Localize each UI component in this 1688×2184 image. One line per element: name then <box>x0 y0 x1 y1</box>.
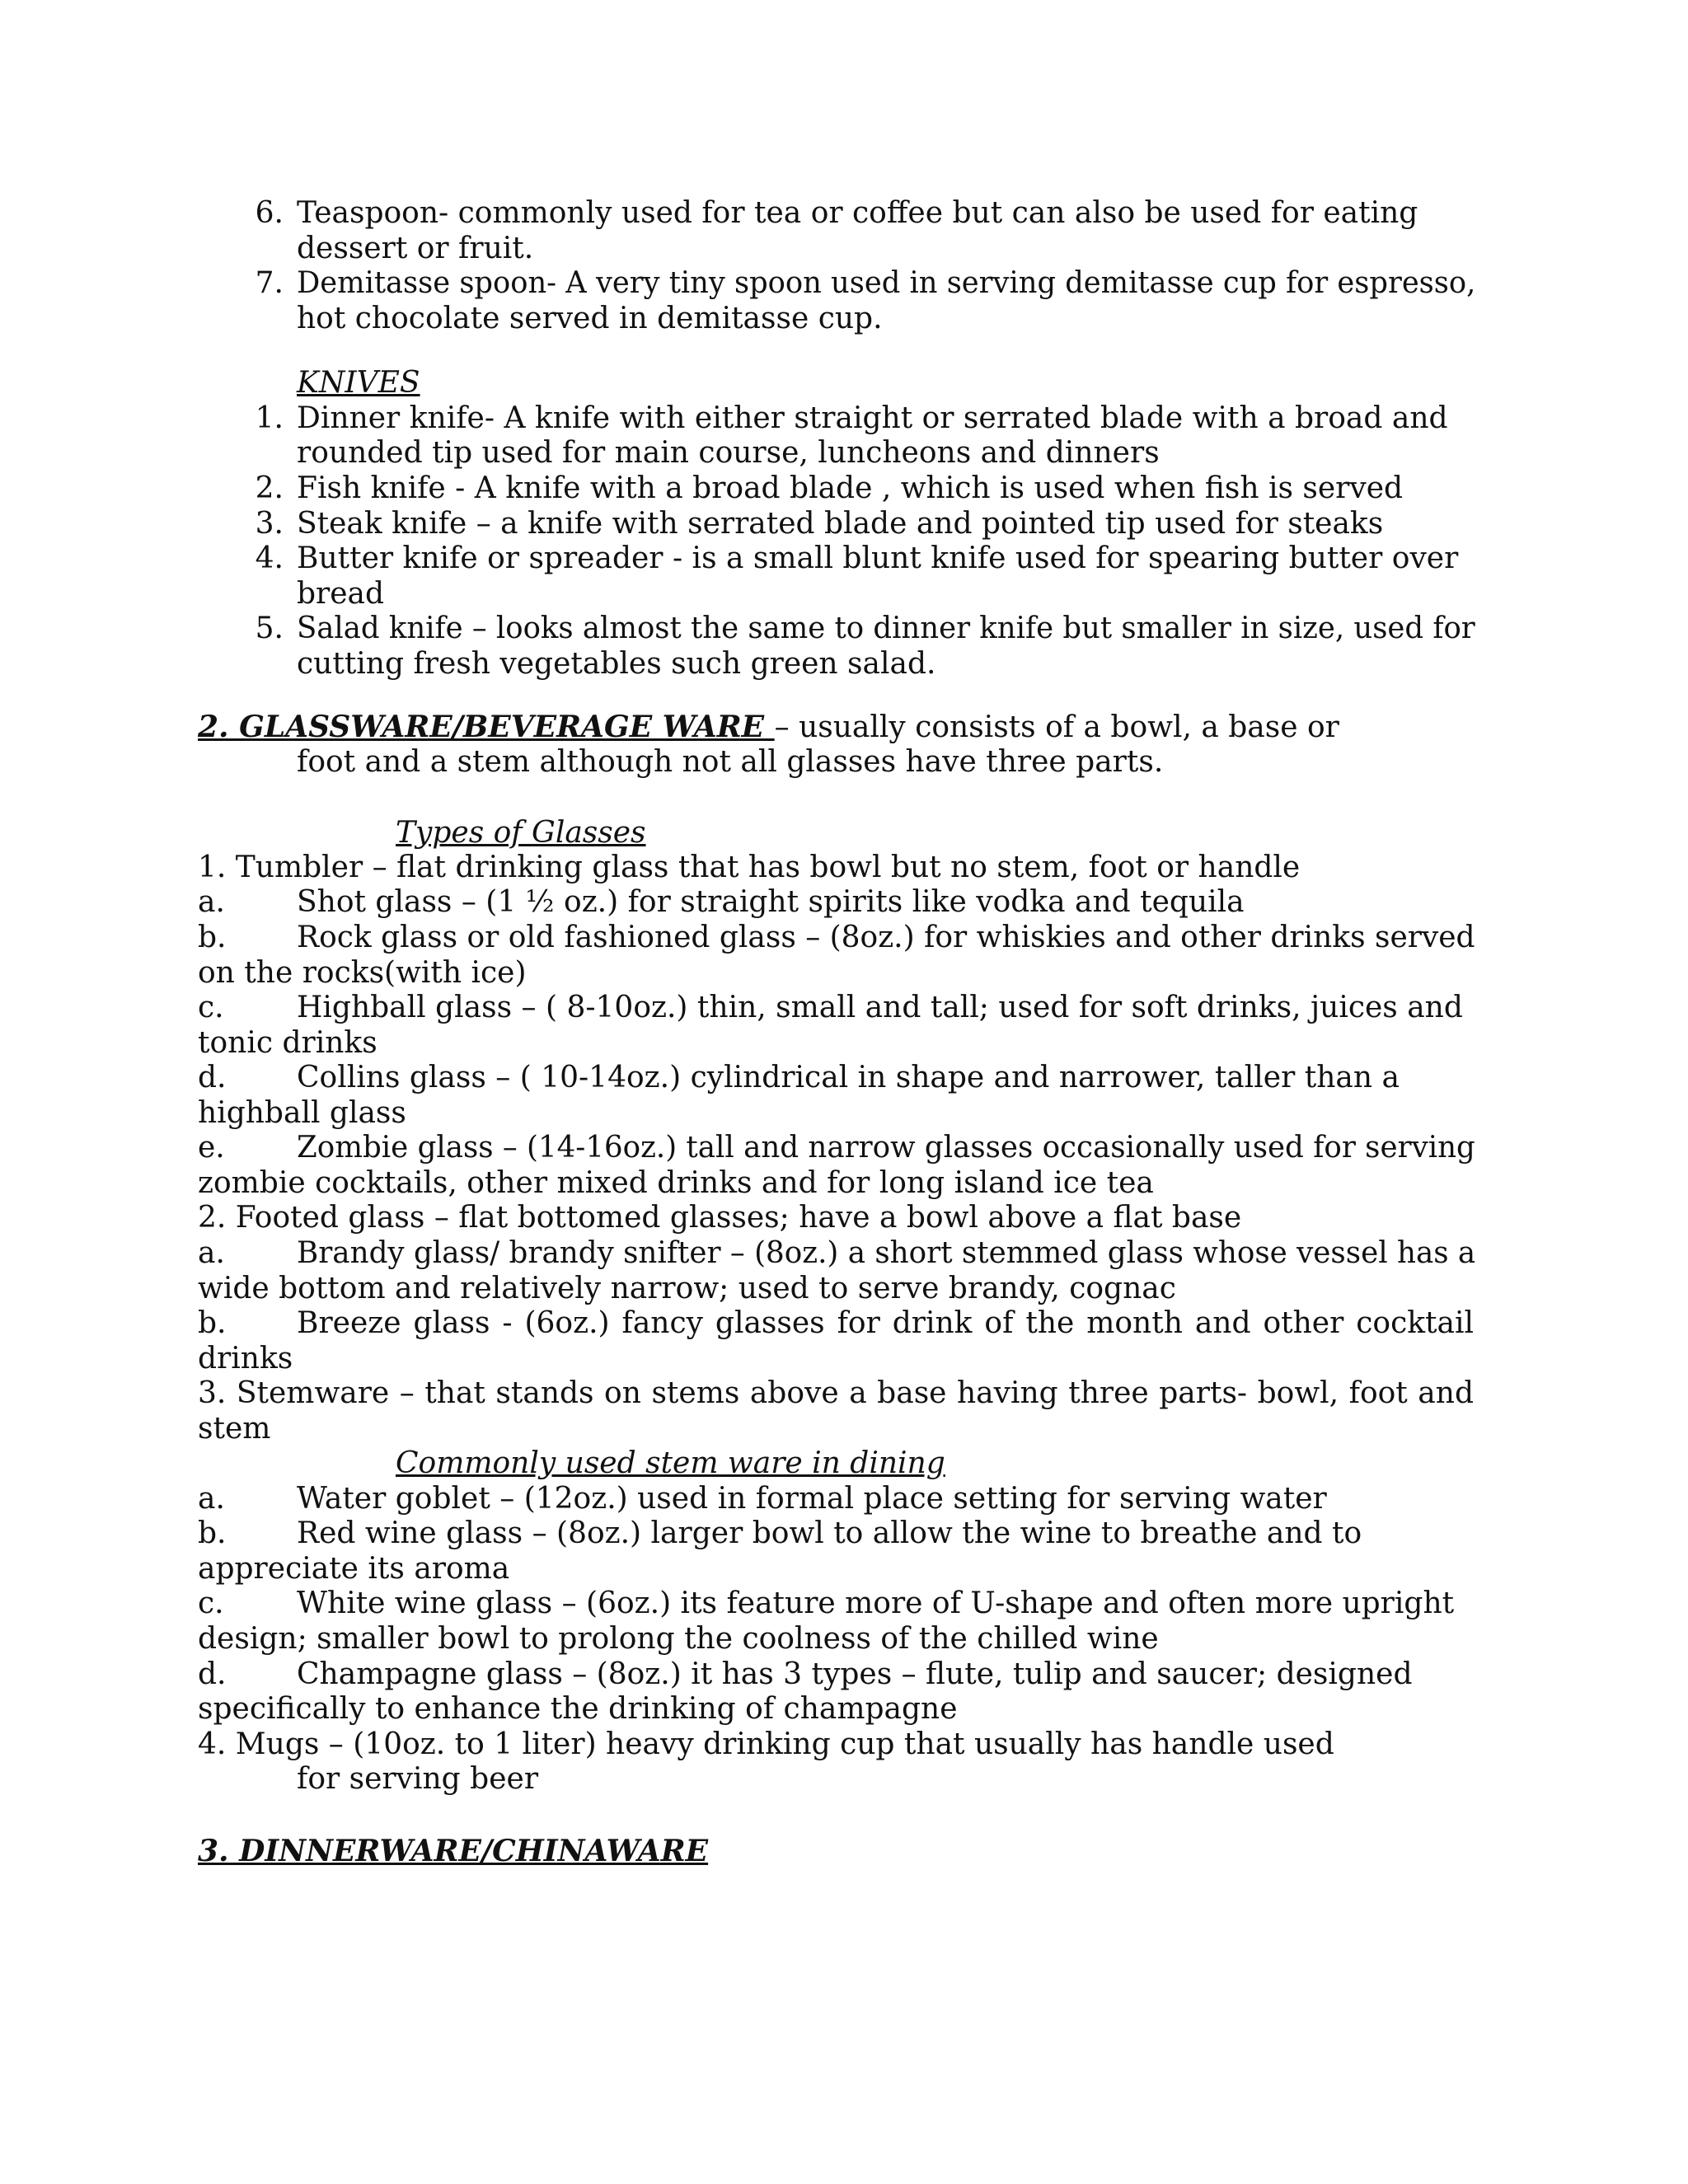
list-number: 3. <box>255 507 284 541</box>
list-item-text: Rock glass or old fashioned glass – (8oz.) for whiskies and other drinks served <box>297 921 1475 954</box>
list-item-text: Butter knife or spreader - is a small blunt knife used for spearing butter over <box>297 541 1459 575</box>
list-item-text: rounded tip used for main course, luncheons and dinners <box>297 436 1160 470</box>
list-letter: d. <box>198 1657 227 1691</box>
list-item-text: Highball glass – ( 8-10oz.) thin, small and tall; used for soft drinks, juices and <box>297 991 1463 1024</box>
list-item-text: appreciate its aroma <box>198 1552 510 1586</box>
list-item-text: specifically to enhance the drinking of champagne <box>198 1692 958 1726</box>
list-item-text: Collins glass – ( 10-14oz.) cylindrical in shape and narrower, taller than a <box>297 1061 1400 1094</box>
types-heading: Types of Glasses <box>396 816 646 850</box>
list-number: 1. <box>255 401 284 435</box>
list-letter: b. <box>198 921 227 954</box>
list-item-text: Dinner knife- A knife with either straight or serrated blade with a broad and <box>297 401 1448 435</box>
glassware-heading: 2. GLASSWARE/BEVERAGE WARE <box>198 710 775 744</box>
list-letter: a. <box>198 1236 225 1270</box>
list-letter: d. <box>198 1061 227 1094</box>
list-item-text: design; smaller bowl to prolong the coolness of the chilled wine <box>198 1622 1159 1656</box>
list-number: 2. <box>255 471 284 505</box>
knives-heading: KNIVES <box>297 366 420 400</box>
stemware-title: 3. Stemware – that stands on stems above a base having three parts- bowl, foot and <box>198 1376 1474 1410</box>
list-letter: c. <box>198 1586 224 1620</box>
dinnerware-heading: 3. DINNERWARE/CHINAWARE <box>198 1834 709 1868</box>
list-item-text: Salad knife – looks almost the same to dinner knife but smaller in size, used for <box>297 612 1475 645</box>
list-letter: e. <box>198 1131 225 1165</box>
glassware-intro: – usually consists of a bowl, a base or <box>774 710 1339 744</box>
list-item-text: Brandy glass/ brandy snifter – (8oz.) a short stemmed glass whose vessel has a <box>297 1236 1476 1270</box>
list-letter: b. <box>198 1516 227 1550</box>
mugs-title-cont: for serving beer <box>297 1762 539 1796</box>
list-item-text: on the rocks(with ice) <box>198 956 527 990</box>
list-item-text: Champagne glass – (8oz.) it has 3 types – flute, tulip and saucer; designed <box>297 1657 1413 1691</box>
list-item-text: Breeze glass - (6oz.) fancy glasses for drink of the month and other cocktail <box>297 1306 1474 1340</box>
list-item-text: Shot glass – (1 ½ oz.) for straight spirits like vodka and tequila <box>297 885 1245 919</box>
list-number: 5. <box>255 612 284 645</box>
list-item-text: wide bottom and relatively narrow; used to serve brandy, cognac <box>198 1272 1176 1305</box>
mugs-title: 4. Mugs – (10oz. to 1 liter) heavy drinking cup that usually has handle used <box>198 1727 1334 1761</box>
list-item-text: cutting fresh vegetables such green salad. <box>297 647 936 681</box>
list-item-text: White wine glass – (6oz.) its feature more of U-shape and often more upright <box>297 1586 1455 1620</box>
list-item-text: hot chocolate served in demitasse cup. <box>297 302 883 335</box>
list-item-text: drinks <box>198 1342 293 1376</box>
list-letter: a. <box>198 1482 225 1516</box>
list-item-text: Demitasse spoon- A very tiny spoon used in serving demitasse cup for espresso, <box>297 266 1476 300</box>
list-item-text: dessert or fruit. <box>297 232 534 265</box>
list-letter: a. <box>198 885 225 919</box>
glassware-intro-cont: foot and a stem although not all glasses have three parts. <box>297 745 1164 779</box>
list-item-text: bread <box>297 577 385 611</box>
list-number: 6. <box>255 196 284 230</box>
list-letter: c. <box>198 991 224 1024</box>
list-item-text: Steak knife – a knife with serrated blade and pointed tip used for steaks <box>297 507 1384 541</box>
list-letter: b. <box>198 1306 227 1340</box>
list-item-text: tonic drinks <box>198 1026 377 1060</box>
list-number: 4. <box>255 541 284 575</box>
list-item-text: Teaspoon- commonly used for tea or coffee but can also be used for eating <box>297 196 1418 230</box>
list-item-text: Water goblet – (12oz.) used in formal place setting for serving water <box>297 1482 1327 1516</box>
footed-title: 2. Footed glass – flat bottomed glasses; have a bowl above a flat base <box>198 1201 1242 1235</box>
stemware-subheading: Commonly used stem ware in dining <box>396 1446 945 1480</box>
list-item-text: Zombie glass – (14-16oz.) tall and narrow glasses occasionally used for serving <box>297 1131 1475 1165</box>
stemware-title-cont: stem <box>198 1412 271 1446</box>
list-item-text: highball glass <box>198 1096 406 1130</box>
glassware-section <box>198 709 1339 745</box>
list-item-text: zombie cocktails, other mixed drinks and for long island ice tea <box>198 1166 1154 1200</box>
list-item-text: Red wine glass – (8oz.) larger bowl to allow the wine to breathe and to <box>297 1516 1362 1550</box>
list-item-text: Fish knife - A knife with a broad blade , which is used when fish is served <box>297 471 1404 505</box>
list-number: 7. <box>255 266 284 300</box>
tumbler-title: 1. Tumbler – flat drinking glass that has bowl but no stem, foot or handle <box>198 851 1301 884</box>
